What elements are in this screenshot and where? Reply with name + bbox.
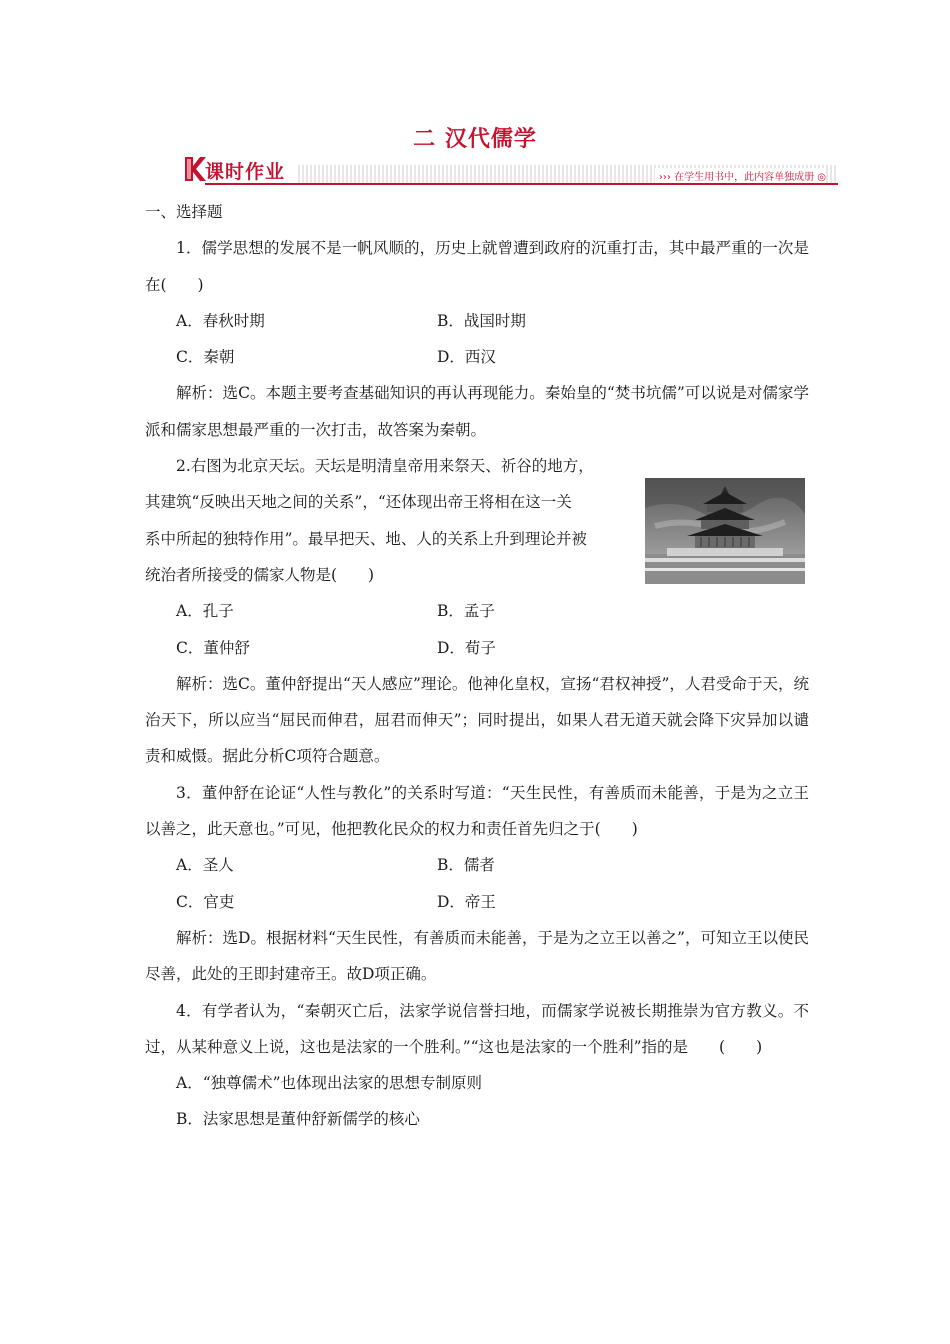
question-1-options-row-2 [145,339,809,375]
question-3-options-row-2 [145,884,809,920]
question-3-analysis: 解析：选D。根据材料“天生民性，有善质而未能善，于是为之立王以善之”，可知立王以使民尽善，此处的王即封建帝王。故D项正确。 [145,928,809,984]
question-1-stem: 1．儒学思想的发展不是一帆风顺的，历史上就曾遭到政府的沉重打击，其中最严重的一次是在( ) [145,239,809,294]
question-1-analysis: 解析：选C。本题主要考查基础知识的再认再现能力。秦始皇的“焚书坑儒”可以说是对儒家学派和儒家思想最严重的一次打击，故答案为秦朝。 [145,384,809,439]
temple-of-heaven-photo [645,478,805,584]
option: C．董仲舒 [176,638,250,657]
k-logo-icon [183,155,207,183]
option: A．圣人 [176,856,234,875]
stem-line: 统治者所接受的儒家人物是( ) [145,565,375,584]
option: B．孟子 [437,602,495,621]
stem-line: 2.右图为北京天坛。天坛是明清皇帝用来祭天、祈谷的地方， [176,457,594,476]
document-body [145,194,809,1138]
page-title: 二 汉代儒学 [413,127,537,152]
question-3-stem: 3．董仲舒在论证“人性与教化”的关系时写道：“天生民性，有善质而未能善，于是为之立王以善之，此天意也。”可见，他把教化民众的权力和责任首先归之于( ) [145,783,809,839]
banner-note: ››› 在学生用书中，此内容单独成册 ◎ [655,168,826,183]
question-2-analysis: 解析：选C。董仲舒提出“天人感应”理论。他神化皇权，宣扬“君权神授”，人君受命于天，统治天下，所以应当“屈民而伸君，屈君而伸天”；同时提出，如果人君无道天就会降下灾异加以谴责和威慑。据此分析C项符合题意。 [145,674,809,766]
option: A．“独尊儒术”也体现出法家的思想专制原则 [176,1074,483,1093]
option: B．法家思想是董仲舒新儒学的核心 [176,1110,420,1129]
option: A．孔子 [176,602,234,621]
option: D．荀子 [437,638,496,657]
option: C．官吏 [176,892,235,911]
question-2-options-row-2 [145,630,809,666]
question-3-options-row-1 [145,847,809,883]
option: D．帝王 [437,892,496,911]
option: A．春秋时期 [176,311,265,330]
option: B．儒者 [437,856,495,875]
banner-rule [205,183,838,185]
question-1-options-row-1 [145,303,809,339]
section-banner [183,153,838,189]
question-4-stem: 4．有学者认为，“秦朝灭亡后，法家学说信誉扫地，而儒家学说被长期推崇为官方教义。不过，从某种意义上说，这也是法家的一个胜利。”“这也是法家的一个胜利”指的是 ( ) [145,1001,809,1056]
question-2-options-row-1 [145,593,809,629]
option: B．战国时期 [437,311,526,330]
stem-line: 系中所起的独特作用”。最早把天、地、人的关系上升到理论并被 [145,529,587,548]
stem-line: 其建筑“反映出天地之间的关系”，“还体现出帝王将相在这一关 [145,493,572,512]
section-heading: 一、选择题 [145,203,223,221]
banner-title: 课时作业 [205,161,286,183]
option: C．秦朝 [176,348,235,367]
option: D．西汉 [437,348,496,367]
